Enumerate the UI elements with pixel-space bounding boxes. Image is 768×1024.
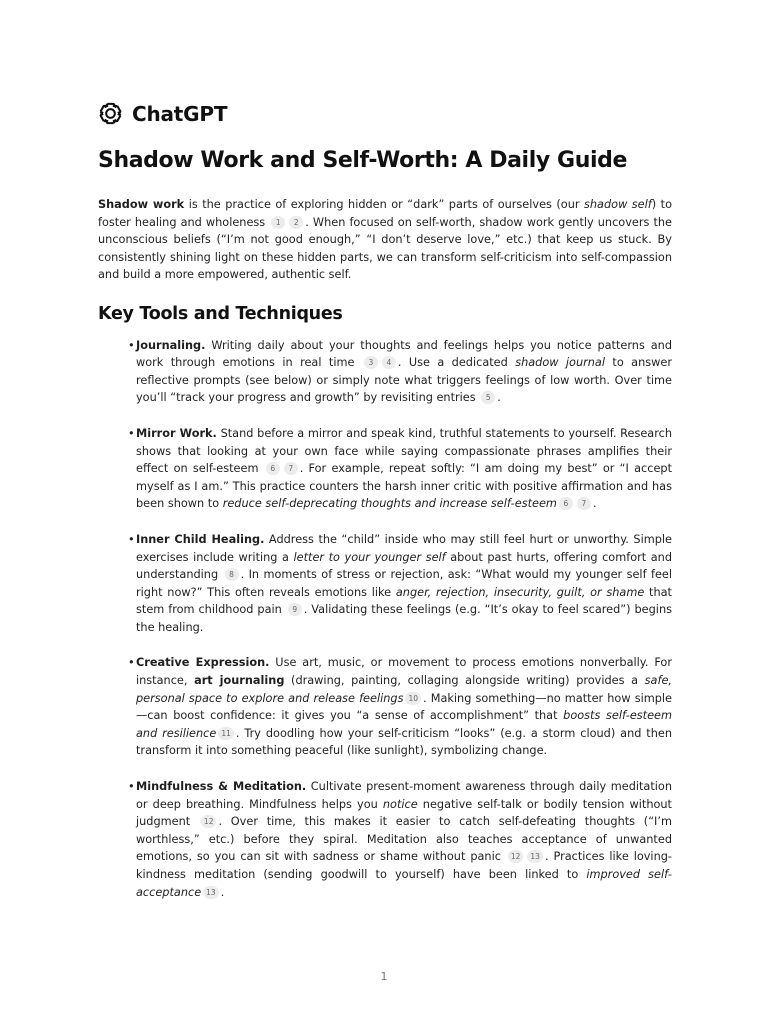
- item-text: negative self-talk or bodily tension without judgment: [136, 797, 672, 829]
- citation-badge[interactable]: 8: [225, 568, 239, 581]
- techniques-list: [98, 337, 672, 902]
- item-text: . In moments of stress or rejection, ask: “What would my younger self feel right now?” This often reveals emotions like: [136, 568, 672, 599]
- citation-badge[interactable]: 7: [284, 462, 298, 475]
- page-number: 1: [380, 970, 388, 983]
- item-emphasis: letter to your younger self: [293, 550, 446, 564]
- citation-badge[interactable]: 3: [364, 356, 378, 369]
- item-text: Stand before a mirror and speak kind, truthful statements to yourself. Research shows that looking at your own face while saying compassionate phrases amplifies their effect on self-esteem: [136, 426, 672, 476]
- item-text: to answer reflective prompts (see below) or simply note what triggers feelings of low worth. Over time you’ll “track your progress and growth” by revisiting entries: [136, 356, 672, 405]
- citation-badge[interactable]: 11: [218, 727, 234, 740]
- citation-badge[interactable]: 9: [288, 603, 302, 616]
- item-text: . For example, repeat softly: “I am doing my best” or “I accept myself as I am.” This practice counters the harsh inner critic with positive affirmation and has been shown to: [136, 462, 673, 511]
- list-item-journaling: [128, 337, 672, 407]
- intro-term: Shadow work: [98, 198, 185, 211]
- list-item-inner-child: [128, 531, 672, 637]
- item-text: . Over time, this makes it easier to catch self-defeating thoughts (“I’m worthless,” etc.) before they spiral. Meditation also teaches acceptance of unwanted emotions, so you can sit with sadness or shame without panic: [136, 815, 672, 864]
- intro-text: ) to foster healing and wholeness: [98, 198, 672, 229]
- citation-badge[interactable]: 12: [201, 815, 217, 828]
- intro-paragraph: [98, 196, 672, 284]
- section-heading: Key Tools and Techniques: [98, 303, 343, 324]
- item-title: Mindfulness & Meditation.: [136, 780, 307, 794]
- item-text: . Use a dedicated: [397, 356, 516, 370]
- item-text: Cultivate present-moment awareness through daily meditation or deep breathing. Mindfulness helps you: [136, 780, 672, 811]
- item-text: Writing daily about your thoughts and feelings helps you notice patterns and work through emotions in real time: [136, 338, 672, 370]
- item-emphasis: reduce self-deprecating thoughts and increase self-esteem: [222, 497, 557, 511]
- citation-badge[interactable]: 1: [271, 216, 285, 229]
- item-emphasis: improved self-acceptance: [136, 868, 672, 899]
- citation-badge[interactable]: 2: [289, 216, 303, 229]
- item-text: about past hurts, offering comfort and understanding: [136, 550, 672, 582]
- item-title: Mirror Work.: [136, 426, 217, 440]
- citation-badge[interactable]: 6: [559, 497, 573, 510]
- item-emphasis: shadow journal: [515, 356, 605, 370]
- citation-badge[interactable]: 7: [577, 497, 591, 510]
- item-text: (drawing, painting, collaging alongside writing) provides a: [284, 674, 645, 688]
- item-text: .: [220, 885, 225, 899]
- item-title: Journaling.: [136, 338, 206, 352]
- openai-logo-icon: [97, 100, 124, 127]
- citation-badge[interactable]: 12: [508, 850, 524, 863]
- citation-badge[interactable]: 4: [382, 356, 396, 369]
- item-text: Address the “child” inside who may still feel hurt or unworthy. Simple exercises include writing a: [136, 532, 672, 564]
- item-text: . Practices like loving-kindness meditation (sending goodwill to yourself) have been linked to: [136, 850, 672, 881]
- page-title: Shadow Work and Self-Worth: A Daily Guide: [98, 148, 627, 173]
- citation-badge[interactable]: 13: [527, 850, 543, 863]
- brand-header: [97, 100, 227, 127]
- item-text: . Making something—no matter how simple—can boost confidence: it gives you “a sense of accomplishment” that: [136, 691, 672, 723]
- item-text: . Validating these feelings (e.g. “It’s okay to feel scared”) begins the healing.: [136, 603, 672, 634]
- list-item-creative-expression: [128, 654, 672, 760]
- item-emphasis: safe, personal space to explore and release feelings: [136, 674, 672, 705]
- citation-badge[interactable]: 10: [405, 692, 421, 705]
- citation-badge[interactable]: 6: [266, 462, 280, 475]
- item-title: Inner Child Healing.: [136, 532, 265, 546]
- item-text: . Try doodling how your self-criticism “looks” (e.g. a storm cloud) and then transform it into something peaceful (like sunlight), symbolizing change.: [136, 726, 673, 758]
- document-body: [98, 196, 672, 919]
- item-emphasis: anger, rejection, insecurity, guilt, or shame: [395, 585, 645, 599]
- citation-badge[interactable]: 5: [481, 391, 495, 404]
- list-item-mirror-work: [128, 425, 672, 513]
- intro-text: is the practice of exploring hidden or “dark” parts of ourselves (our: [184, 198, 585, 211]
- item-text: .: [592, 497, 597, 511]
- citation-badge[interactable]: 13: [203, 886, 219, 899]
- item-emphasis: notice: [382, 797, 418, 811]
- item-text: .: [497, 391, 501, 405]
- list-item-mindfulness: [128, 778, 672, 901]
- item-bold-term: art journaling: [194, 674, 285, 688]
- intro-emphasis: shadow self: [584, 198, 652, 211]
- intro-text: . When focused on self-worth, shadow work gently uncovers the unconscious beliefs (“I’m not good enough,” “I don’t deserve love,” etc.) that keep us stuck. By consistently shining light on these hidden parts, we can transform self-criticism into self-compassion and build a more empowered, authentic self.: [98, 215, 672, 282]
- item-emphasis: boosts self-esteem and resilience: [136, 709, 672, 740]
- brand-name: ChatGPT: [132, 101, 228, 126]
- item-text: Use art, music, or movement to process emotions nonverbally. For instance,: [136, 656, 672, 688]
- item-text: that stem from childhood pain: [136, 585, 672, 617]
- item-title: Creative Expression.: [136, 656, 270, 670]
